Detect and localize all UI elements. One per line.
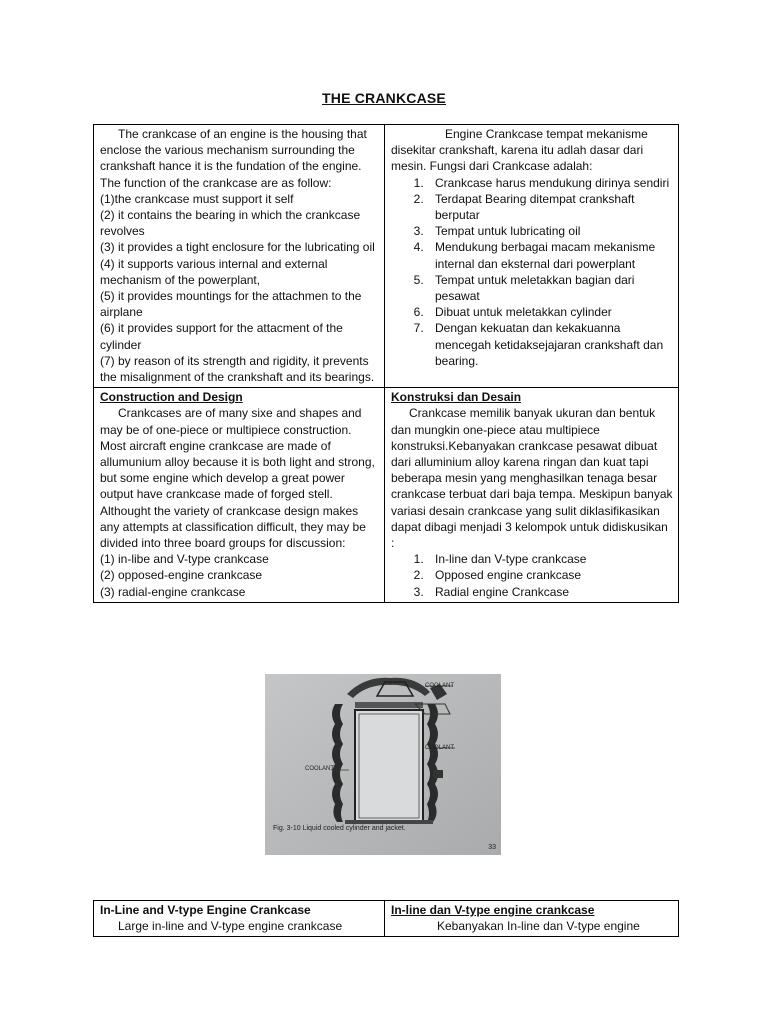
- list-item: (5) it provides mountings for the attachmen to the airplane: [100, 289, 362, 320]
- list-item: 7. Dengan kekuatan dan kekakuanna mencegah ketidaksejajaran crankshaft dan bearing.: [427, 320, 674, 369]
- list-item: (6) it provides support for the attacment of the cylinder: [100, 321, 343, 352]
- translation-table: [93, 124, 679, 603]
- figure-page-number: 33: [488, 844, 496, 851]
- indonesian-construction-cell: [385, 388, 679, 603]
- list-item: (1) in-libe and V-type crankcase: [100, 552, 269, 567]
- english-functions-cell: [94, 125, 385, 388]
- list-item: 1. In-line dan V-type crankcase: [427, 551, 674, 567]
- english-inline-cell: [94, 901, 385, 937]
- indonesian-inline-cell: [385, 901, 679, 937]
- section-heading: Konstruksi dan Desain: [391, 390, 522, 405]
- list-item: 1. Crankcase harus mendukung dirinya sendiri: [427, 175, 674, 191]
- list-item: 5. Tempat untuk meletakkan bagian dari pesawat: [427, 272, 674, 304]
- section-body: Crankcases are of many sixe and shapes and may be of one-piece or multipiece construction. Most aircraft engine crankcase are made of allumunium alloy because it is both light and strong, but some engine which develop a great power output have crankcase made of forged stell. Althought the variety of crankcase design makes any attempts at classification difficult, they may be divided into three board groups for discussion:: [100, 406, 375, 551]
- coolant-label: COOLANT: [425, 745, 455, 751]
- section-heading: In-Line and V-type Engine Crankcase: [100, 903, 311, 917]
- section-heading: In-line dan V-type engine crankcase: [391, 903, 595, 917]
- list-item: (7) by reason of its strength and rigidity, it prevents the misalignment of the crankshaft and its bearings.: [100, 353, 375, 385]
- section-body: Crankcase memilik banyak ukuran dan bentuk dan mungkin one-piece atau multipiece konstruksi.Kebanyakan crankcase pesawat dibuat dari alluminium alloy karena ringan dan kuat tapi beberapa mesin yang menghasilkan tenaga besar crankcase terbuat dari baja tempa. Meskipun banyak variasi desain crankcase yang sulit diklasifikasikan dapat dibagi menjadi 3 kelompok untuk didiskusikan :: [391, 406, 673, 551]
- list-item: (1)the crankcase must support it self: [100, 191, 294, 206]
- indonesian-group-list: [391, 551, 674, 600]
- coolant-label: COOLANT: [425, 683, 455, 689]
- table-row: [94, 125, 679, 388]
- list-item: (3) radial-engine crankcase: [100, 584, 246, 599]
- list-item: (2) it contains the bearing in which the crankcase revolves: [100, 208, 361, 239]
- indonesian-function-list: [391, 175, 674, 369]
- list-item: (4) it supports various internal and external mechanism of the powerplant,: [100, 256, 328, 287]
- list-item: 6. Dibuat untuk meletakkan cylinder: [427, 304, 674, 320]
- bottom-translation-table: [93, 900, 679, 937]
- section-body: Kebanyakan In-line dan V-type engine: [437, 919, 640, 934]
- coolant-label: COOLANT: [305, 766, 335, 772]
- list-item: 4. Mendukung berbagai macam mekanisme internal dan eksternal dari powerplant: [427, 239, 674, 271]
- list-item: 3. Radial engine Crankcase: [427, 584, 674, 600]
- table-row: [94, 388, 679, 603]
- figure-caption: Fig. 3-10 Liquid cooled cylinder and jacket.: [273, 825, 406, 832]
- list-item: 2. Terdapat Bearing ditempat crankshaft berputar: [427, 191, 674, 223]
- table-row: [94, 901, 679, 937]
- indonesian-functions-cell: [385, 125, 679, 388]
- english-construction-cell: [94, 388, 385, 603]
- list-item: 2. Opposed engine crankcase: [427, 567, 674, 583]
- document-title: THE CRANKCASE: [322, 90, 446, 106]
- list-item: (3) it provides a tight enclosure for the lubricating oil: [100, 240, 375, 255]
- list-item: 3. Tempat untuk lubricating oil: [427, 223, 674, 239]
- english-intro: The crankcase of an engine is the housing that enclose the various mechanism surrounding the crankshaft hance it is the fundation of the engine. The function of the crankcase are as follow:: [100, 127, 367, 190]
- section-heading: Construction and Design: [100, 390, 243, 405]
- section-body: Large in-line and V-type engine crankcase: [118, 919, 343, 934]
- indonesian-intro: Engine Crankcase tempat mekanisme disekitar crankshaft, karena itu adlah dasar dari mesin. Fungsi dari Crankcase adalah:: [391, 127, 648, 174]
- cylinder-jacket-figure: [265, 674, 501, 855]
- list-item: (2) opposed-engine crankcase: [100, 568, 263, 583]
